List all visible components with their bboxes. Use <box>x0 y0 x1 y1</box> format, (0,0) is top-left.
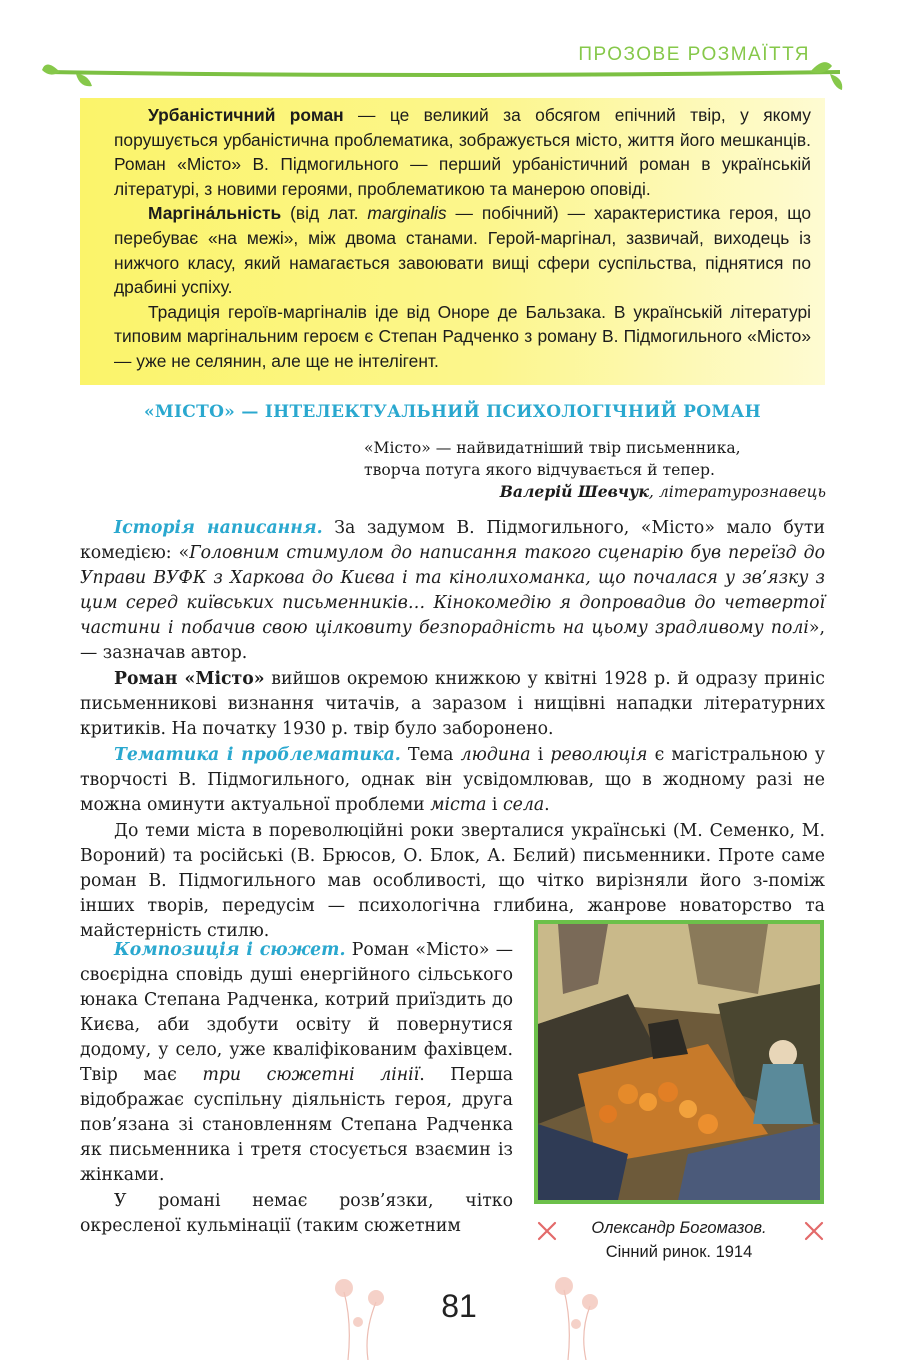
paragraph-city-theme: До теми міста в пореволюційні роки зверталися українські (М. Семенко, М. Вороний) та російські (В. Брюсов, О. Блок, А. Бєлий) письменники. Проте саме роман В. Підмогильного мав особливості, що чітко вирізняли його з-поміж інших творів, передусім — психологічна глибина, жанрове новаторство та майстерність стилю. <box>80 821 825 941</box>
painting-hay-market <box>538 924 820 1200</box>
running-header: ПРОЗОВЕ РОЗМАЇТТЯ <box>578 44 810 65</box>
caption-title: Сінний ринок. 1914 <box>605 1243 753 1261</box>
definition-tradition: Традиція героїв-маргіналів іде від Оноре де Бальзака. В українській літературі типовим маргінальним героєм є Степан Радченко з роману В. Підмогильного «Місто» — уже не селянин, але ще не інтелігент. <box>114 301 811 371</box>
definition-urban: Урбаністичний роман — це великий за обсягом епічний твір, у якому порушується урбаністична проблематика, зображується місто, життя його мешканців. Роман «Місто» В. Підмогильного — перший урбаністичний роман в українській літературі, з новими героями, проблематикою та манерою оповіді. <box>114 105 811 199</box>
paragraph-publication: Роман «Місто» вийшов окремою книжкою у квітні 1928 р. й одразу приніс письменникові визнання читачів, а заразом і нищівні нападки літературних критиків. На початку 1930 р. твір було заборонено. <box>80 669 825 739</box>
vine-divider <box>40 56 845 96</box>
paragraph-composition: Композиція і сюжет. Роман «Місто» — своєрідна сповідь душі енергійного сільського юнака Степана Радченка, котрий приїздить до Києва, аби здобути освіту й повернутися додому, у село, уже кваліфікованим фахівцем. Твір має три сюжетні лінії. Перша відображає суспільну діяльність героя, друга пов’язана зі становленням Степана Радченка як письменника і третя стосується взаємин із жінками. <box>80 940 514 1185</box>
epigraph-line: «Місто» — найвидатніший твір письменника, <box>364 439 741 457</box>
definition-box <box>80 98 825 385</box>
section-heading: «МІСТО» — ІНТЕЛЕКТУАЛЬНИЙ ПСИХОЛОГІЧНИЙ РОМАН <box>144 402 761 422</box>
caption-author: Олександр Богомазов. <box>591 1219 767 1237</box>
figure-caption <box>534 1216 824 1264</box>
page-number: 81 <box>441 1288 477 1324</box>
painting-image <box>534 920 824 1204</box>
term-urban-novel: Урбаністичний роман <box>148 105 344 125</box>
epigraph <box>364 437 826 503</box>
main-text-narrow <box>80 938 513 1240</box>
paragraph-themes: Тематика і проблематика. Тема людина і революція є магістральною у творчості В. Підмогильного, однак він усвідомлював, що в жодному разі не можна оминути актуальної проблеми міста і села. <box>80 745 825 815</box>
definition-marginality: Маргіна́льність (від лат. marginalis — побічний) — характеристика героя, що перебуває «на межі», між двома станами. Герой-маргінал, зазвичай, виходець із нижчого класу, який намагається завоювати вищі сфери суспільства, піднятися по драбині успіху. <box>114 203 812 298</box>
main-text <box>80 516 825 945</box>
paragraph-history: Історія написання. За задумом В. Підмогильного, «Місто» мало бути комедією: «Головним стимулом до написання такого сценарію був переїзд до Управи ВУФК з Харкова до Києва і та кінолихоманка, що почалася у зв’язку з цим серед київських письменників… Кінокомедію я допровадив до четвертої частини і побачив свою цілковиту безпорадність на цьому зрадливому полі», — зазначав автор. <box>80 518 825 663</box>
term-marginality: Маргіна́льність <box>148 203 282 224</box>
epigraph-attribution: Валерій Шевчук, літературознавець <box>499 482 826 501</box>
epigraph-line: творча потуга якого відчувається й тепер. <box>364 461 715 479</box>
paragraph-ending: У романі немає розв’язки, чітко окресленої кульмінації (таким сюжетним <box>80 1191 513 1236</box>
